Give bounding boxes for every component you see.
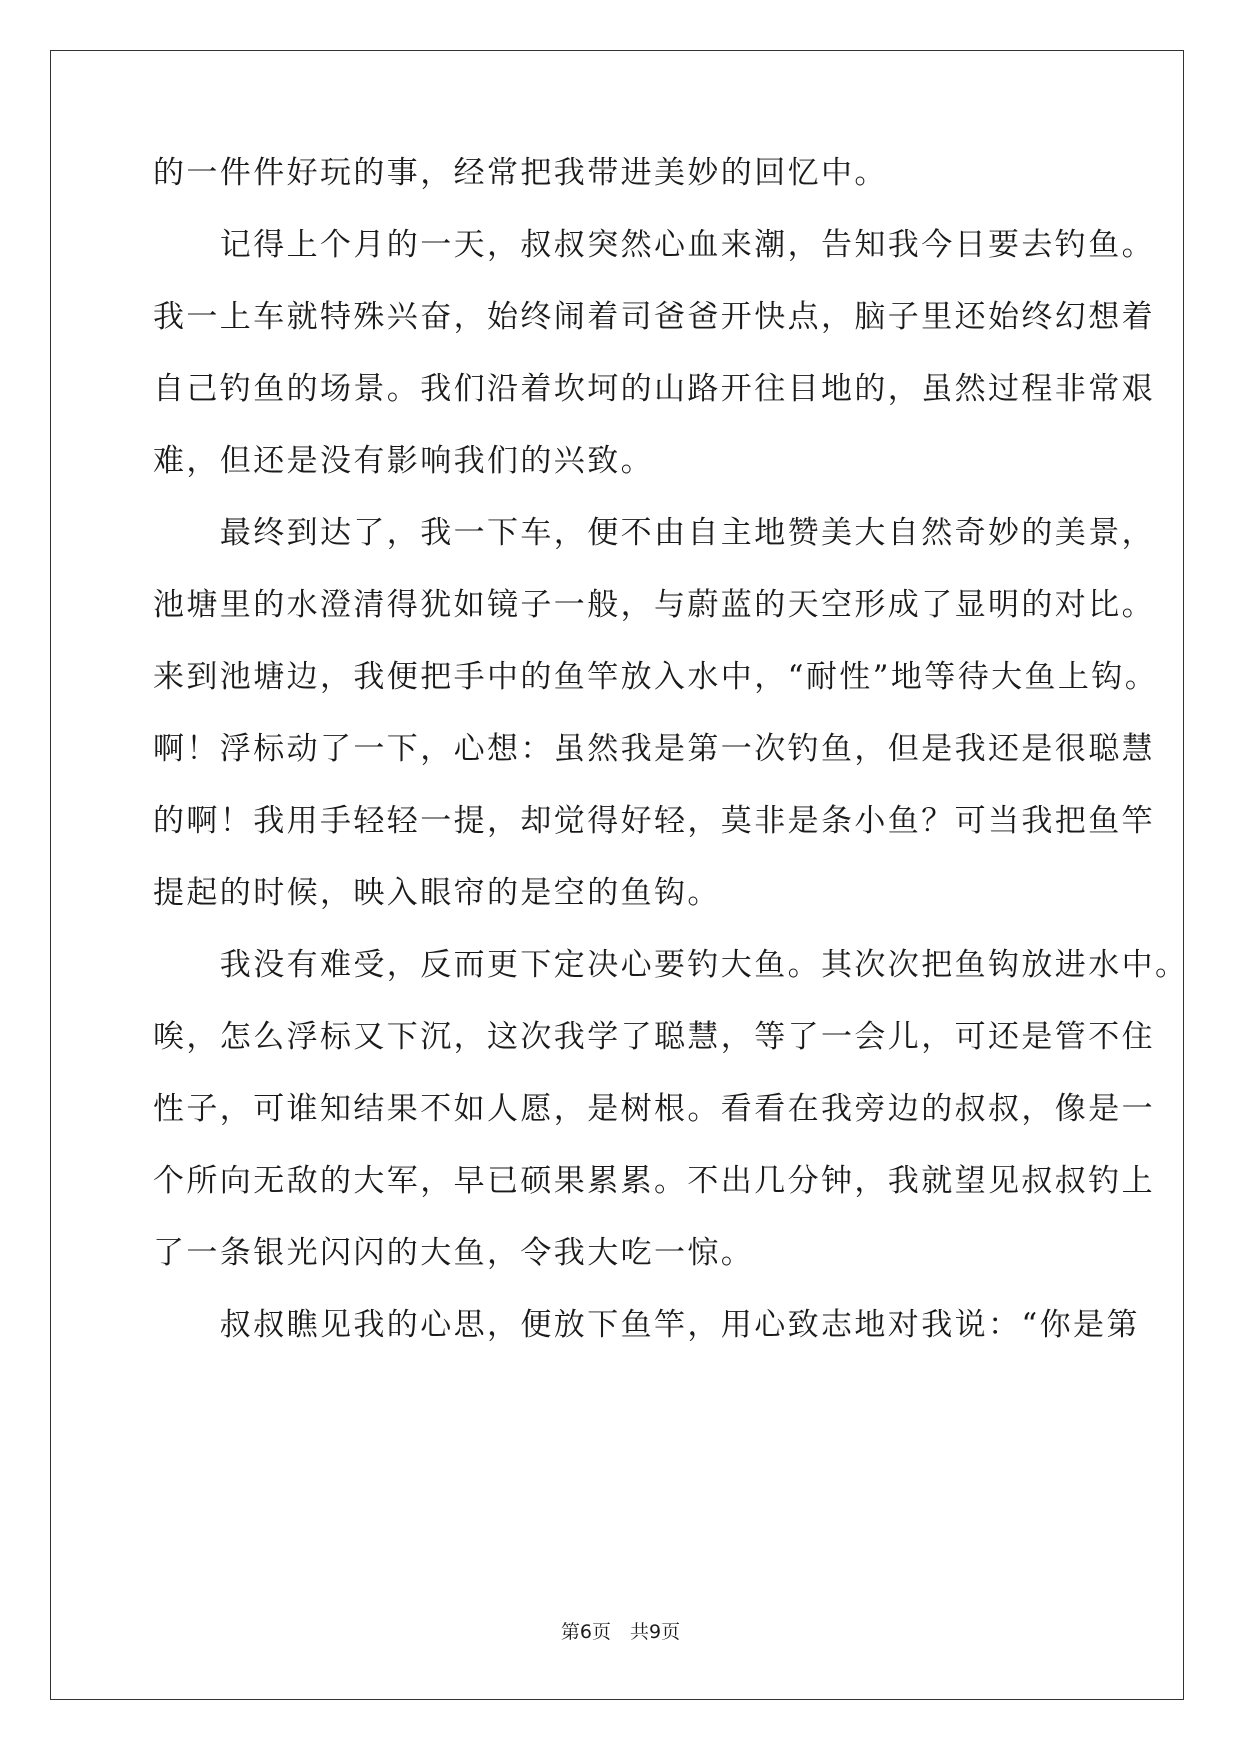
page-suffix: 页 bbox=[661, 1621, 681, 1643]
paragraph-line: 池塘里的水澄清得犹如镜子一般，与蔚蓝的天空形成了显明的对比。 bbox=[153, 587, 1155, 623]
paragraph-line: 叔叔瞧见我的心思，便放下鱼竿，用心致志地对我说：“你是第 bbox=[153, 1307, 1140, 1343]
paragraph-line: 的一件件好玩的事，经常把我带进美妙的回忆中。 bbox=[153, 155, 888, 191]
paragraph-line: 难，但还是没有影响我们的兴致。 bbox=[153, 443, 654, 479]
paragraph-line: 来到池塘边，我便把手中的鱼竿放入水中，“耐性”地等待大鱼上钩。 bbox=[153, 659, 1159, 695]
paragraph-line: 啊！浮标动了一下，心想：虽然我是第一次钓鱼，但是我还是很聪慧 bbox=[153, 731, 1155, 767]
paragraph-line: 我一上车就特殊兴奋，始终闹着司爸爸开快点，脑子里还始终幻想着 bbox=[153, 299, 1155, 335]
total-pages-number: 9 bbox=[649, 1621, 662, 1643]
paragraph-line: 性子，可谁知结果不如人愿，是树根。看看在我旁边的叔叔，像是一 bbox=[153, 1091, 1155, 1127]
paragraph-line: 自己钓鱼的场景。我们沿着坎坷的山路开往目地的，虽然过程非常艰 bbox=[153, 371, 1155, 407]
page-number-footer bbox=[0, 1620, 1241, 1644]
page-separator: 页 共 bbox=[591, 1621, 649, 1643]
page-prefix: 第 bbox=[560, 1621, 580, 1643]
current-page-number: 6 bbox=[579, 1621, 592, 1643]
paragraph-line: 记得上个月的一天，叔叔突然心血来潮，告知我今日要去钓鱼。 bbox=[153, 227, 1155, 263]
paragraph-line: 个所向无敌的大军，早已硕果累累。不出几分钟，我就望见叔叔钓上 bbox=[153, 1163, 1155, 1199]
paragraph-line: 最终到达了，我一下车，便不由自主地赞美大自然奇妙的美景， bbox=[153, 515, 1155, 551]
paragraph-line: 提起的时候，映入眼帘的是空的鱼钩。 bbox=[153, 875, 721, 911]
paragraph-line: 的啊！我用手轻轻一提，却觉得好轻，莫非是条小鱼？可当我把鱼竿 bbox=[153, 803, 1155, 839]
paragraph-line: 唉，怎么浮标又下沉，这次我学了聪慧，等了一会儿，可还是管不住 bbox=[153, 1019, 1155, 1055]
paragraph-line: 我没有难受，反而更下定决心要钓大鱼。其次次把鱼钩放进水中。 bbox=[153, 947, 1189, 983]
paragraph-line: 了一条银光闪闪的大鱼，令我大吃一惊。 bbox=[153, 1235, 755, 1271]
